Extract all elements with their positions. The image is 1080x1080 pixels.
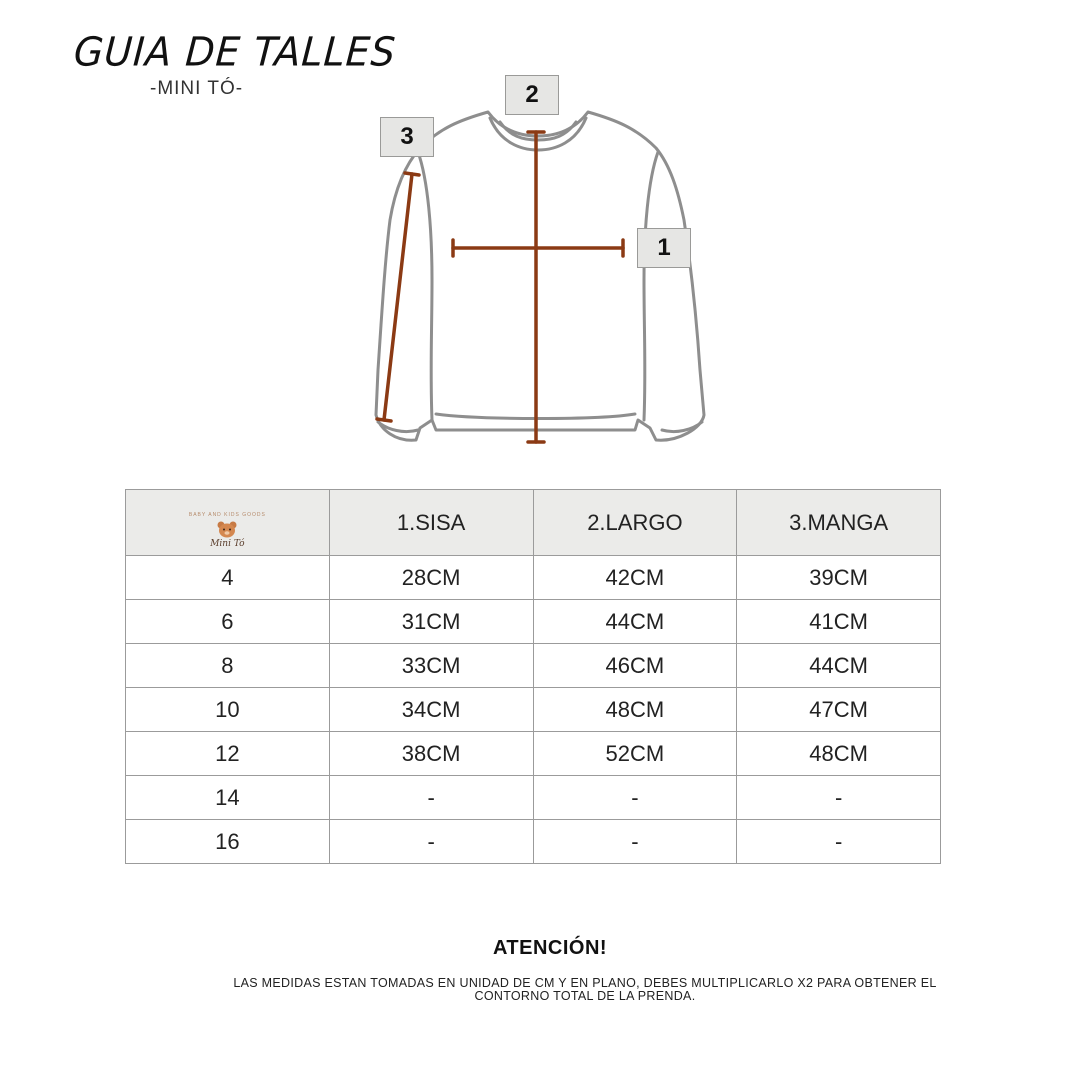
sisa-cell: 28CM: [329, 556, 533, 600]
size-cell: 8: [126, 644, 330, 688]
attention-heading: ATENCIÓN!: [492, 937, 608, 959]
size-table: [125, 489, 941, 864]
sisa-cell: 33CM: [329, 644, 533, 688]
table-row: [126, 556, 941, 600]
manga-cell: -: [737, 820, 941, 864]
manga-cell: 41CM: [737, 600, 941, 644]
size-cell: 4: [126, 556, 330, 600]
measurement-note: LAS MEDIDAS ESTAN TOMADAS EN UNIDAD DE CM Y EN PLANO, DEBES MULTIPLICARLO X2 PARA OBTENER EL CONTORNO TOTAL DE LA PRENDA.: [233, 976, 937, 1003]
table-row: [126, 732, 941, 776]
size-cell: 16: [126, 820, 330, 864]
column-header-sisa: 1.SISA: [329, 490, 533, 556]
logo-cell: [126, 490, 330, 556]
callout-manga: 3: [380, 117, 434, 157]
table-header-row: [126, 490, 941, 556]
largo-cell: 42CM: [533, 556, 737, 600]
logo-name: Mini Tó: [210, 539, 245, 549]
sisa-cell: -: [329, 820, 533, 864]
manga-measure-line: [384, 174, 412, 420]
manga-cell: 48CM: [737, 732, 941, 776]
sisa-cell: 31CM: [329, 600, 533, 644]
manga-cell: 44CM: [737, 644, 941, 688]
brand-subtitle: -MINI TÓ-: [150, 78, 244, 99]
manga-cell: -: [737, 776, 941, 820]
callout-sisa: 1: [637, 228, 691, 268]
page-title: GUIA DE TALLES: [72, 28, 398, 76]
sisa-cell: -: [329, 776, 533, 820]
largo-cell: 44CM: [533, 600, 737, 644]
sisa-cell: 34CM: [329, 688, 533, 732]
table-row: [126, 600, 941, 644]
manga-cell: 39CM: [737, 556, 941, 600]
brand-logo: [189, 513, 266, 549]
table-row: [126, 688, 941, 732]
size-cell: 14: [126, 776, 330, 820]
table-row: [126, 776, 941, 820]
bear-icon: [216, 520, 238, 538]
largo-cell: 46CM: [533, 644, 737, 688]
logo-tagline: BABY AND KIDS GOODS: [188, 512, 266, 518]
callout-largo: 2: [505, 75, 559, 115]
size-cell: 12: [126, 732, 330, 776]
size-cell: 10: [126, 688, 330, 732]
table-row: [126, 820, 941, 864]
largo-cell: -: [533, 776, 737, 820]
largo-cell: -: [533, 820, 737, 864]
table-row: [126, 644, 941, 688]
size-cell: 6: [126, 600, 330, 644]
column-header-manga: 3.MANGA: [737, 490, 941, 556]
manga-cell: 47CM: [737, 688, 941, 732]
sisa-cell: 38CM: [329, 732, 533, 776]
column-header-largo: 2.LARGO: [533, 490, 737, 556]
largo-cell: 52CM: [533, 732, 737, 776]
largo-cell: 48CM: [533, 688, 737, 732]
